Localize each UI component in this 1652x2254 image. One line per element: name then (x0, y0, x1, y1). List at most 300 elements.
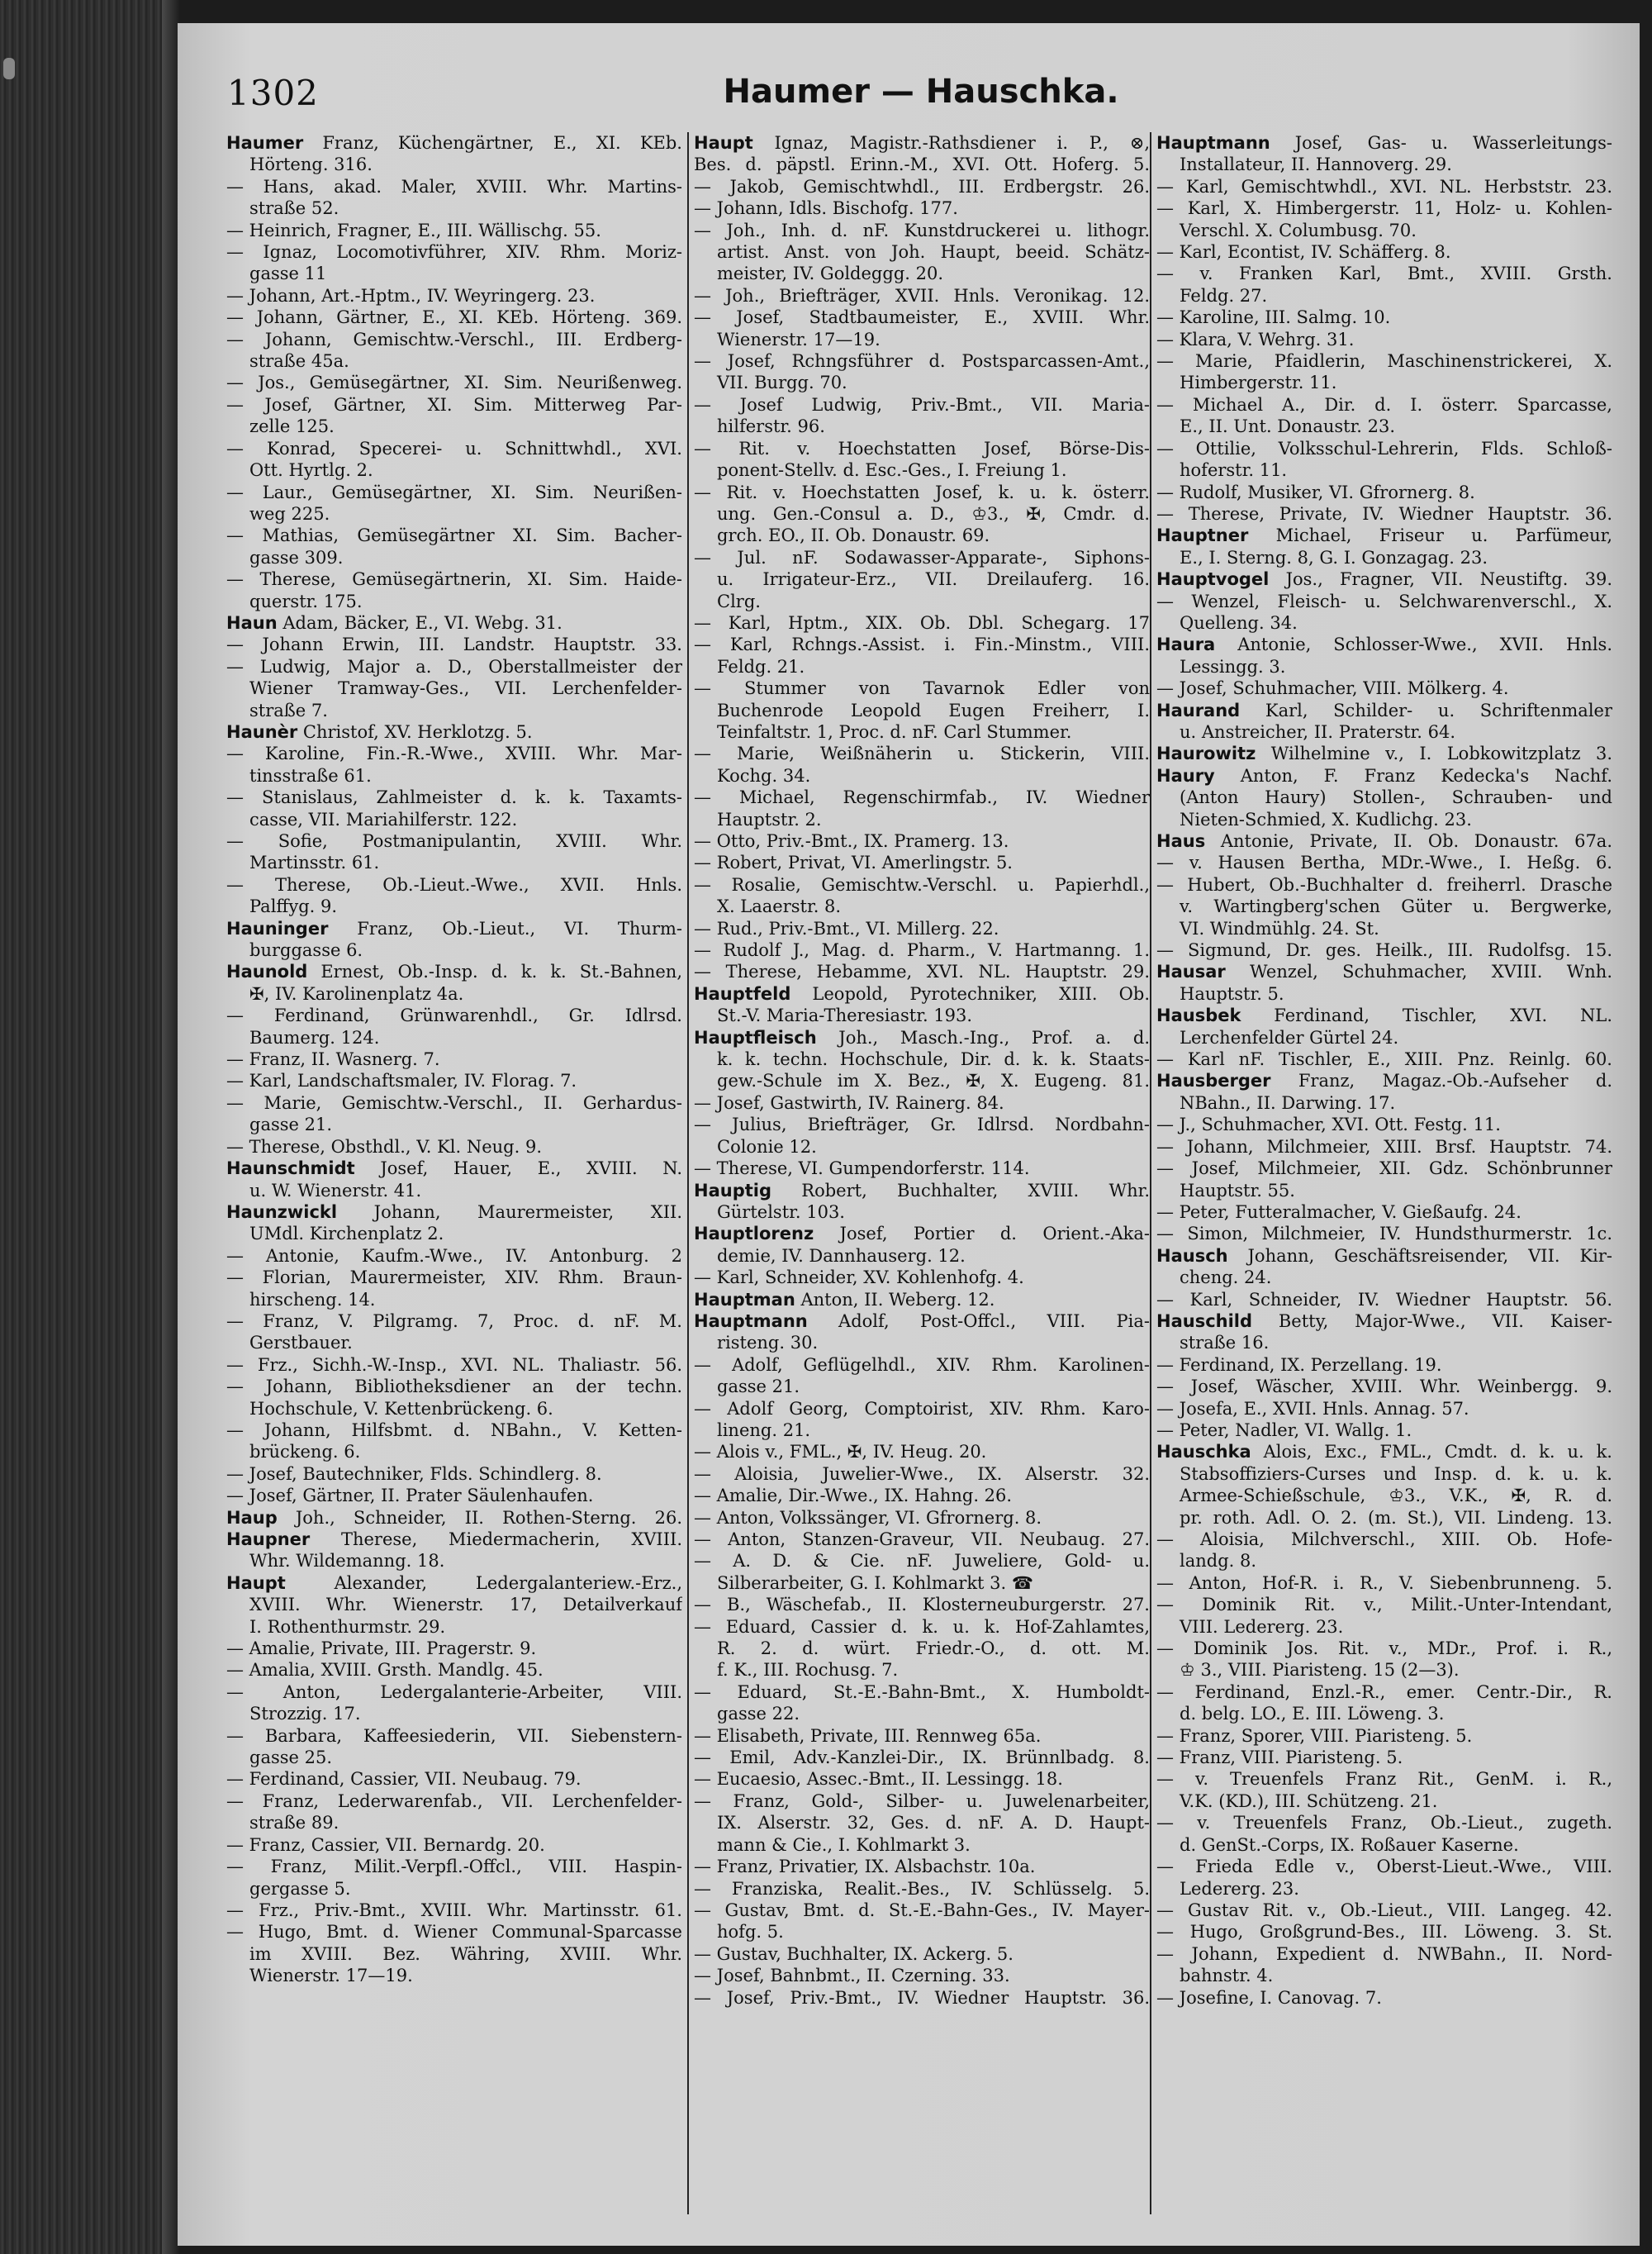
directory-entry-line (694, 1332, 1150, 1353)
entry-text: — Klara, V. Wehrg. 31. (1156, 329, 1355, 350)
directory-entry-line (694, 350, 1150, 372)
surname-heading: Hauptvogel (1156, 569, 1270, 590)
directory-entry-line (226, 591, 682, 612)
entry-text: — Gustav, Bmt. d. St.-E.-Bahn-Ges., IV. Mayer- (694, 1900, 1150, 1920)
directory-entry-line (1156, 1398, 1612, 1419)
directory-entry-line (694, 1027, 1150, 1049)
entry-text: — Hugo, Großgrund-Bes., III. Löweng. 3. St. (1156, 1922, 1612, 1943)
directory-column-2 (694, 132, 1150, 2243)
entry-text: — Florian, Maurermeister, XIV. Rhm. Braun- (226, 1267, 682, 1288)
entry-text: — Stummer von Tavarnok Edler von (694, 678, 1150, 699)
directory-entry-line (1156, 503, 1612, 525)
entry-text: Lessingg. 3. (1180, 656, 1286, 677)
directory-entry-line (694, 1681, 1150, 1703)
directory-entry-line (694, 1965, 1150, 1986)
entry-text: — Josef, Gärtner, II. Prater Säulenhaufen. (226, 1486, 594, 1506)
surname-heading: Hauptig (694, 1180, 771, 1201)
directory-entry-line (1156, 721, 1612, 743)
surname-heading: Haunzwickl (226, 1201, 338, 1222)
directory-entry-line (226, 830, 682, 852)
entry-text: — Amalie, Dir.-Wwe., IX. Hahng. 26. (694, 1486, 1013, 1506)
surname-heading: Haup (226, 1507, 278, 1528)
entry-text: — v. Hausen Bertha, MDr.-Wwe., I. Heßg. 6. (1156, 853, 1612, 873)
entry-text: — Therese, Gemüsegärtnerin, XI. Sim. Haide- (226, 569, 682, 590)
entry-text: — Amalie, Private, III. Pragerstr. 9. (226, 1638, 537, 1659)
entry-text: ung. Gen.-Consul a. D., ♔3., ✠, Cmdr. d. (717, 503, 1150, 524)
directory-entry-line (1156, 1441, 1612, 1462)
entry-text: Robert, Buchhalter, XVIII. Whr. (771, 1180, 1150, 1201)
directory-entry-line (226, 1005, 682, 1026)
entry-text: Installateur, II. Hannoverg. 29. (1180, 155, 1452, 175)
entry-text: — Johann, Gemischtw.-Verschl., III. Erdberg- (226, 329, 682, 350)
entry-text: d. GenSt.-Corps, IX. Roßauer Kaserne. (1180, 1834, 1519, 1855)
directory-entry-line (1156, 1180, 1612, 1201)
directory-entry-line (226, 1768, 682, 1790)
directory-entry-line (226, 372, 682, 393)
directory-entry-line (694, 634, 1150, 655)
directory-entry-line (226, 1289, 682, 1310)
directory-entry-line (226, 241, 682, 263)
entry-text: landg. 8. (1180, 1551, 1257, 1572)
directory-entry-line (1156, 1049, 1612, 1070)
entry-text: — Ottilie, Volksschul-Lehrerin, Flds. Schloß- (1156, 438, 1612, 459)
entry-text: Antonie, Private, II. Ob. Donaustr. 67a. (1205, 831, 1612, 851)
entry-text: — A. D. & Cie. nF. Juweliere, Gold- u. (694, 1551, 1150, 1572)
entry-text: Martinsstr. 61. (249, 853, 380, 873)
entry-text: Feldg. 27. (1180, 285, 1268, 306)
directory-entry-line (226, 176, 682, 197)
directory-entry-line (694, 1005, 1150, 1026)
entry-text: Armee-Schießschule, ♔3., V.K., ✠, R. d. (1180, 1486, 1612, 1506)
entry-text: — Jul. nF. Sodawasser-Apparate-, Siphons- (694, 547, 1150, 568)
entry-text: gasse 11 (249, 264, 327, 284)
directory-entry-line (694, 1550, 1150, 1572)
directory-entry-line (694, 1158, 1150, 1179)
entry-text: — Barbara, Kaffeesiederin, VII. Siebenstern- (226, 1725, 682, 1746)
entry-text: Hauptstr. 55. (1180, 1180, 1295, 1201)
entry-text: — Jos., Gemüsegärtner, XI. Sim. Neurißenweg. (226, 373, 682, 393)
entry-text: — Josef, Priv.-Bmt., IV. Wiedner Hauptstr. 36. (694, 1987, 1150, 2008)
entry-text: St.-V. Maria-Theresiastr. 193. (717, 1006, 973, 1026)
directory-entry-line (1156, 1768, 1612, 1790)
directory-entry-line (694, 154, 1150, 175)
directory-entry-line (226, 939, 682, 961)
directory-entry-line (1156, 852, 1612, 873)
directory-entry-line (1156, 743, 1612, 764)
directory-entry-line (694, 591, 1150, 612)
entry-text: — Karl, Landschaftsmaler, IV. Florag. 7. (226, 1071, 577, 1091)
entry-text: — Ferdinand, Cassier, VII. Neubaug. 79. (226, 1769, 582, 1790)
entry-text: — Therese, VI. Gumpendorferstr. 114. (694, 1158, 1030, 1179)
entry-text: Ferdinand, Tischler, XVI. NL. (1241, 1006, 1612, 1026)
entry-text: k. k. techn. Hochschule, Dir. d. k. k. Staats- (717, 1049, 1150, 1070)
entry-text: mann & Cie., I. Kohlmarkt 3. (717, 1834, 971, 1855)
binding-mark (3, 58, 15, 79)
directory-entry-line (1156, 176, 1612, 197)
entry-text: — Therese, Ob.-Lieut.-Wwe., XVII. Hnls. (226, 874, 682, 895)
directory-entry-line (226, 568, 682, 590)
entry-text: E., I. Sterng. 8, G. I. Gonzagag. 23. (1180, 547, 1488, 568)
directory-entry-line (694, 438, 1150, 459)
surname-heading: Hauptfeld (694, 983, 791, 1004)
entry-text: — Robert, Privat, VI. Amerlingstr. 5. (694, 853, 1013, 873)
directory-entry-line (1156, 1005, 1612, 1026)
entry-text: gasse 21. (717, 1377, 800, 1397)
directory-entry-line (694, 1812, 1150, 1833)
directory-entry-line (1156, 285, 1612, 307)
directory-entry-line (694, 809, 1150, 830)
directory-entry-line (1156, 438, 1612, 459)
entry-text: meister, IV. Goldeggg. 20. (717, 264, 944, 284)
directory-entry-line (226, 1747, 682, 1768)
entry-text: ✠, IV. Karolinenplatz 4a. (249, 983, 464, 1004)
entry-text: im XVIII. Bez. Währing, XVIII. Whr. (249, 1943, 682, 1964)
directory-entry-line (694, 787, 1150, 808)
directory-entry-line (1156, 1878, 1612, 1900)
entry-text: straße 16. (1180, 1333, 1270, 1353)
directory-entry-line (694, 1201, 1150, 1223)
directory-entry-line (226, 1878, 682, 1900)
entry-text: Hochschule, V. Kettenbrückeng. 6. (249, 1398, 553, 1419)
directory-entry-line (1156, 416, 1612, 437)
surname-heading: Hauptmann (1156, 133, 1270, 153)
entry-text: — Franz, V. Pilgramg. 7, Proc. d. nF. M. (226, 1310, 682, 1331)
entry-text: gasse 21. (249, 1115, 333, 1135)
directory-entry-line (1156, 1114, 1612, 1135)
directory-entry-line (694, 1659, 1150, 1681)
directory-entry-line (1156, 1529, 1612, 1550)
entry-text: I. Rothenthurmstr. 29. (249, 1616, 446, 1637)
directory-entry-line (226, 329, 682, 350)
entry-text: Whr. Wildemanng. 18. (249, 1551, 445, 1572)
entry-text: Stabsoffiziers-Curses und Insp. d. k. u. k. (1180, 1463, 1612, 1484)
directory-entry-line (694, 939, 1150, 961)
entry-text: v. Wartingberg'schen Güter u. Bergwerke, (1180, 896, 1612, 917)
surname-heading: Hauschka (1156, 1442, 1251, 1462)
entry-text: — Marie, Pfaidlerin, Maschinenstrickerei, X. (1156, 351, 1612, 372)
directory-entry-line (226, 809, 682, 830)
directory-entry-line (694, 1943, 1150, 1965)
entry-text: Nieten-Schmied, X. Kudlichg. 23. (1180, 809, 1472, 830)
entry-text: Josef, Hauer, E., XVIII. N. (354, 1158, 682, 1179)
entry-text: — Karoline, Fin.-R.-Wwe., XVIII. Whr. Mar- (226, 744, 682, 764)
directory-entry-line (1156, 1485, 1612, 1506)
directory-entry-line (1156, 1856, 1612, 1877)
entry-text: u. W. Wienerstr. 41. (249, 1180, 422, 1201)
directory-entry-line (226, 220, 682, 241)
directory-entry-line (226, 1114, 682, 1135)
directory-entry-line (226, 1267, 682, 1288)
entry-text: — Ludwig, Major a. D., Oberstallmeister der (226, 656, 682, 677)
entry-text: VIII. Ledererg. 23. (1180, 1616, 1344, 1637)
directory-entry-line (226, 1158, 682, 1179)
entry-text: Hauptstr. 5. (1180, 983, 1284, 1004)
directory-entry-line (1156, 1092, 1612, 1114)
directory-entry-line (1156, 568, 1612, 590)
directory-entry-line (694, 1485, 1150, 1506)
column-divider (687, 132, 689, 2214)
directory-entry-line (1156, 918, 1612, 939)
directory-entry-line (226, 350, 682, 372)
directory-entry-line (1156, 1289, 1612, 1310)
surname-heading: Haus (1156, 831, 1206, 851)
directory-entry-line (226, 1529, 682, 1550)
directory-entry-line (226, 1485, 682, 1506)
surname-heading: Hausar (1156, 962, 1226, 982)
directory-entry-line (226, 416, 682, 437)
directory-entry-line (694, 1987, 1150, 2009)
entry-text: Karl, Schilder- u. Schriftenmaler (1240, 700, 1612, 720)
directory-entry-line (694, 1900, 1150, 1921)
entry-text: gergasse 5. (249, 1878, 351, 1899)
entry-text: — Anton, Stanzen-Graveur, VII. Neubaug. 27. (694, 1529, 1150, 1549)
directory-entry-line (694, 329, 1150, 350)
directory-entry-line (694, 568, 1150, 590)
entry-text: UMdl. Kirchenplatz 2. (249, 1224, 444, 1244)
directory-entry-line (226, 634, 682, 655)
entry-text: — Frieda Edle v., Oberst-Lieut.-Wwe., VIII. (1156, 1857, 1612, 1877)
entry-text: — Rit. v. Hoechstatten Josef, k. u. k. österr. (694, 482, 1150, 502)
entry-text: — Wenzel, Fleisch- u. Selchwarenverschl., X. (1156, 591, 1612, 611)
directory-entry-line (694, 1419, 1150, 1441)
entry-text: — Karl, Hptm., XIX. Ob. Dbl. Schegarg. 17 (694, 612, 1150, 633)
directory-entry-line (694, 1856, 1150, 1877)
directory-entry-line (1156, 1790, 1612, 1812)
directory-entry-line (226, 1638, 682, 1659)
directory-entry-line (1156, 1747, 1612, 1768)
directory-entry-line (226, 700, 682, 721)
directory-entry-line (694, 983, 1150, 1005)
directory-entry-line (226, 394, 682, 416)
entry-text: — Johann Erwin, III. Landstr. Hauptstr. 33. (226, 635, 682, 655)
entry-text: casse, VII. Mariahilferstr. 122. (249, 809, 518, 830)
entry-text: gasse 309. (249, 547, 344, 568)
entry-text: Joh., Schneider, II. Rothen-Sterng. 26. (277, 1507, 682, 1528)
entry-text: (Anton Haury) Stollen-, Schrauben- und (1180, 787, 1612, 808)
directory-entry-line (226, 1943, 682, 1965)
entry-text: Johann, Geschäftsreisender, VII. Kir- (1227, 1245, 1612, 1266)
directory-entry-line (694, 459, 1150, 481)
directory-entry-line (226, 1965, 682, 1986)
entry-text: — Josef, Bahnbmt., II. Czerning. 33. (694, 1966, 1010, 1986)
directory-entry-line (1156, 372, 1612, 393)
entry-text: — Simon, Milchmeier, IV. Hundsthurmerstr. 1c. (1156, 1224, 1612, 1244)
entry-text: — Ignaz, Locomotivführer, XIV. Rhm. Moriz- (226, 242, 682, 263)
entry-text: — Johann, Expedient d. NWBahn., II. Nord- (1156, 1943, 1612, 1964)
entry-text: — Eduard, Cassier d. k. u. k. Hof-Zahlamtes, (694, 1616, 1150, 1637)
directory-entry-line (694, 1049, 1150, 1070)
entry-text: — Franz, Sporer, VIII. Piaristeng. 5. (1156, 1725, 1473, 1746)
directory-entry-line (694, 1354, 1150, 1376)
directory-entry-line (694, 547, 1150, 568)
entry-text: — Adolf Georg, Comptoirist, XIV. Rhm. Karo- (694, 1398, 1150, 1419)
entry-text: burggasse 6. (249, 940, 363, 961)
directory-entry-line (694, 1768, 1150, 1790)
entry-text: — Rudolf, Musiker, VI. Gfrornerg. 8. (1156, 482, 1475, 502)
entry-text: Johann, Maurermeister, XII. (337, 1201, 682, 1222)
entry-text: Ledererg. 23. (1180, 1878, 1299, 1899)
directory-entry-line (226, 547, 682, 568)
entry-text: — Marie, Gemischtw.-Verschl., II. Gerhardus- (226, 1092, 682, 1113)
directory-entry-line (226, 1070, 682, 1091)
entry-text: — Karl, X. Himbergerstr. 11, Holz- u. Kohlen- (1156, 198, 1612, 219)
entry-text: Buchenrode Leopold Eugen Freiherr, I. (717, 700, 1150, 720)
directory-entry-line (226, 743, 682, 764)
directory-entry-line (694, 1572, 1150, 1594)
surname-heading: Hauptman (694, 1289, 795, 1310)
entry-text: Franz, Küchengärtner, E., XI. KEb. (303, 133, 682, 153)
entry-text: NBahn., II. Darwing. 17. (1180, 1092, 1396, 1113)
entry-text: Christof, XV. Herklotzg. 5. (297, 721, 533, 742)
entry-text: — Johann, Bibliotheksdiener an der techn. (226, 1377, 682, 1397)
directory-entry-line (226, 1441, 682, 1462)
entry-text: — Laur., Gemüsegärtner, XI. Sim. Neurißen- (226, 482, 682, 502)
entry-text: — Josef, Gärtner, XI. Sim. Mitterweg Par- (226, 394, 682, 415)
directory-entry-line (694, 176, 1150, 197)
surname-heading: Haunold (226, 962, 308, 982)
directory-entry-line (226, 1572, 682, 1594)
surname-heading: Haurand (1156, 700, 1241, 720)
directory-entry-line (694, 503, 1150, 525)
directory-entry-line (1156, 612, 1612, 634)
entry-text: — Rit. v. Hoechstatten Josef, Börse-Dis- (694, 438, 1150, 459)
directory-entry-line (1156, 1834, 1612, 1856)
surname-heading: Haun (226, 612, 278, 633)
entry-text: — Josef, Bautechniker, Flds. Schindlerg. 8. (226, 1463, 602, 1484)
entry-text: Franz, Magaz.-Ob.-Aufseher d. (1270, 1071, 1612, 1091)
directory-entry-line (694, 1180, 1150, 1201)
entry-text: — Alois v., FML., ✠, IV. Heug. 20. (694, 1442, 987, 1462)
entry-text: — v. Treuenfels Franz Rit., GenM. i. R., (1156, 1769, 1612, 1790)
directory-entry-line (226, 1136, 682, 1158)
surname-heading: Haury (1156, 765, 1215, 786)
directory-entry-line (226, 1398, 682, 1419)
directory-entry-line (1156, 1070, 1612, 1091)
entry-text: — Franziska, Realit.-Bes., IV. Schlüsselg. 5. (694, 1878, 1150, 1899)
directory-entry-line (226, 1681, 682, 1703)
directory-entry-line (694, 852, 1150, 873)
directory-entry-line (694, 307, 1150, 328)
directory-entry-line (226, 1049, 682, 1070)
entry-text: grch. EO., II. Ob. Donaustr. 69. (717, 525, 990, 546)
entry-text: Alois, Exc., FML., Cmdt. d. k. u. k. (1251, 1442, 1612, 1462)
entry-text: — Julius, Briefträger, Gr. Idlrsd. Nordbahn- (694, 1115, 1150, 1135)
directory-entry-line (226, 1027, 682, 1049)
directory-entry-line (226, 896, 682, 917)
entry-text: — Josef, Schuhmacher, VIII. Mölkerg. 4. (1156, 678, 1509, 699)
directory-entry-line (226, 721, 682, 743)
directory-entry-line (226, 459, 682, 481)
surname-heading: Haunèr (226, 721, 298, 742)
entry-text: — Antonie, Kaufm.-Wwe., IV. Antonburg. 2 (226, 1245, 682, 1266)
directory-entry-line (1156, 700, 1612, 721)
entry-text: — Stanislaus, Zahlmeister d. k. k. Taxamts- (226, 787, 682, 808)
entry-text: — Johann, Gärtner, E., XI. KEb. Hörteng. 369. (226, 307, 682, 328)
directory-column-3 (1156, 132, 1612, 2243)
entry-text: — Johann, Idls. Bischofg. 177. (694, 198, 958, 219)
directory-entry-line (1156, 241, 1612, 263)
directory-entry-line (226, 1180, 682, 1201)
entry-text: — Josef, Wäscher, XVIII. Whr. Weinbergg. 9. (1156, 1377, 1612, 1397)
entry-text: u. Anstreicher, II. Praterstr. 64. (1180, 721, 1455, 742)
entry-text: Anton, F. Franz Kedecka's Nachf. (1214, 765, 1612, 786)
directory-entry-line (226, 874, 682, 896)
directory-entry-line (694, 197, 1150, 219)
directory-entry-line (1156, 1812, 1612, 1833)
entry-text: Ott. Hyrtlg. 2. (249, 460, 373, 481)
surname-heading: Haura (1156, 635, 1216, 655)
entry-text: Colonie 12. (717, 1136, 817, 1157)
directory-entry-line (694, 700, 1150, 721)
directory-entry-line (226, 1419, 682, 1441)
directory-entry-line (1156, 1965, 1612, 1986)
directory-entry-line (694, 1507, 1150, 1529)
surname-heading: Haumer (226, 133, 304, 153)
directory-entry-line (694, 1223, 1150, 1244)
directory-entry-line (694, 721, 1150, 743)
entry-text: risteng. 30. (717, 1333, 819, 1353)
entry-text: — Sofie, Postmanipulantin, XVIII. Whr. (226, 831, 682, 851)
directory-entry-line (1156, 1158, 1612, 1179)
entry-text: Josef, Portier d. Orient.-Aka- (814, 1224, 1150, 1244)
entry-text: X. Laaerstr. 8. (717, 896, 842, 917)
directory-entry-line (1156, 197, 1612, 219)
directory-entry-line (226, 1725, 682, 1747)
directory-entry-line (226, 983, 682, 1005)
surname-heading: Hausbek (1156, 1006, 1241, 1026)
directory-entry-line (226, 1507, 682, 1529)
entry-text: — Josefa, E., XVII. Hnls. Annag. 57. (1156, 1398, 1469, 1419)
entry-text: weg 225. (249, 503, 330, 524)
directory-entry-line (694, 765, 1150, 787)
entry-text: pr. roth. Adl. O. 2. (m. St.), VII. Lindeng. 13. (1180, 1507, 1612, 1528)
directory-entry-line (694, 525, 1150, 546)
entry-text: Quelleng. 34. (1180, 612, 1298, 633)
directory-entry-line (226, 438, 682, 459)
entry-text: — Franz, Milit.-Verpfl.-Offcl., VIII. Haspin- (226, 1857, 682, 1877)
directory-entry-line (226, 482, 682, 503)
entry-text: straße 45a. (249, 351, 349, 372)
entry-text: IX. Alserstr. 32, Ges. d. nF. A. D. Haupt- (717, 1813, 1150, 1833)
entry-text: hilferstr. 96. (717, 416, 825, 437)
directory-entry-line (694, 1463, 1150, 1485)
entry-text: — J., Schuhmacher, XVI. Ott. Festg. 11. (1156, 1115, 1501, 1135)
entry-text: — Ferdinand, Grünwarenhdl., Gr. Idlrsd. (226, 1006, 682, 1026)
directory-entry-line (1156, 394, 1612, 416)
directory-entry-line (226, 263, 682, 284)
entry-text: Antonie, Schlosser-Wwe., XVII. Hnls. (1215, 635, 1612, 655)
directory-entry-line (694, 1441, 1150, 1462)
directory-entry-line (226, 1900, 682, 1921)
entry-text: Baumerg. 124. (249, 1027, 380, 1048)
directory-entry-line (694, 482, 1150, 503)
directory-entry-line (1156, 1245, 1612, 1267)
entry-text: Wiener Tramway-Ges., VII. Lerchenfelder- (249, 678, 682, 699)
entry-text: — Hubert, Ob.-Buchhalter d. freiherrl. Drasche (1156, 874, 1612, 895)
entry-text: ♔ 3., VIII. Piaristeng. 15 (2—3). (1180, 1660, 1460, 1681)
entry-text: — Dominik Jos. Rit. v., MDr., Prof. i. R., (1156, 1638, 1612, 1659)
directory-entry-line (1156, 350, 1612, 372)
directory-entry-line (694, 1747, 1150, 1768)
entry-text: Franz, Ob.-Lieut., VI. Thurm- (328, 918, 682, 939)
entry-text: — Franz, Lederwarenfab., VII. Lerchenfelder- (226, 1790, 682, 1811)
entry-text: straße 89. (249, 1813, 339, 1833)
directory-entry-line (1156, 1354, 1612, 1376)
entry-text: — v. Treuenfels Franz, Ob.-Lieut., zugeth. (1156, 1813, 1612, 1833)
entry-text: — Karl, Rchngs.-Assist. i. Fin.-Minstm., VIII. (694, 635, 1150, 655)
directory-entry-line (1156, 1463, 1612, 1485)
surname-heading: Haupt (694, 133, 753, 153)
